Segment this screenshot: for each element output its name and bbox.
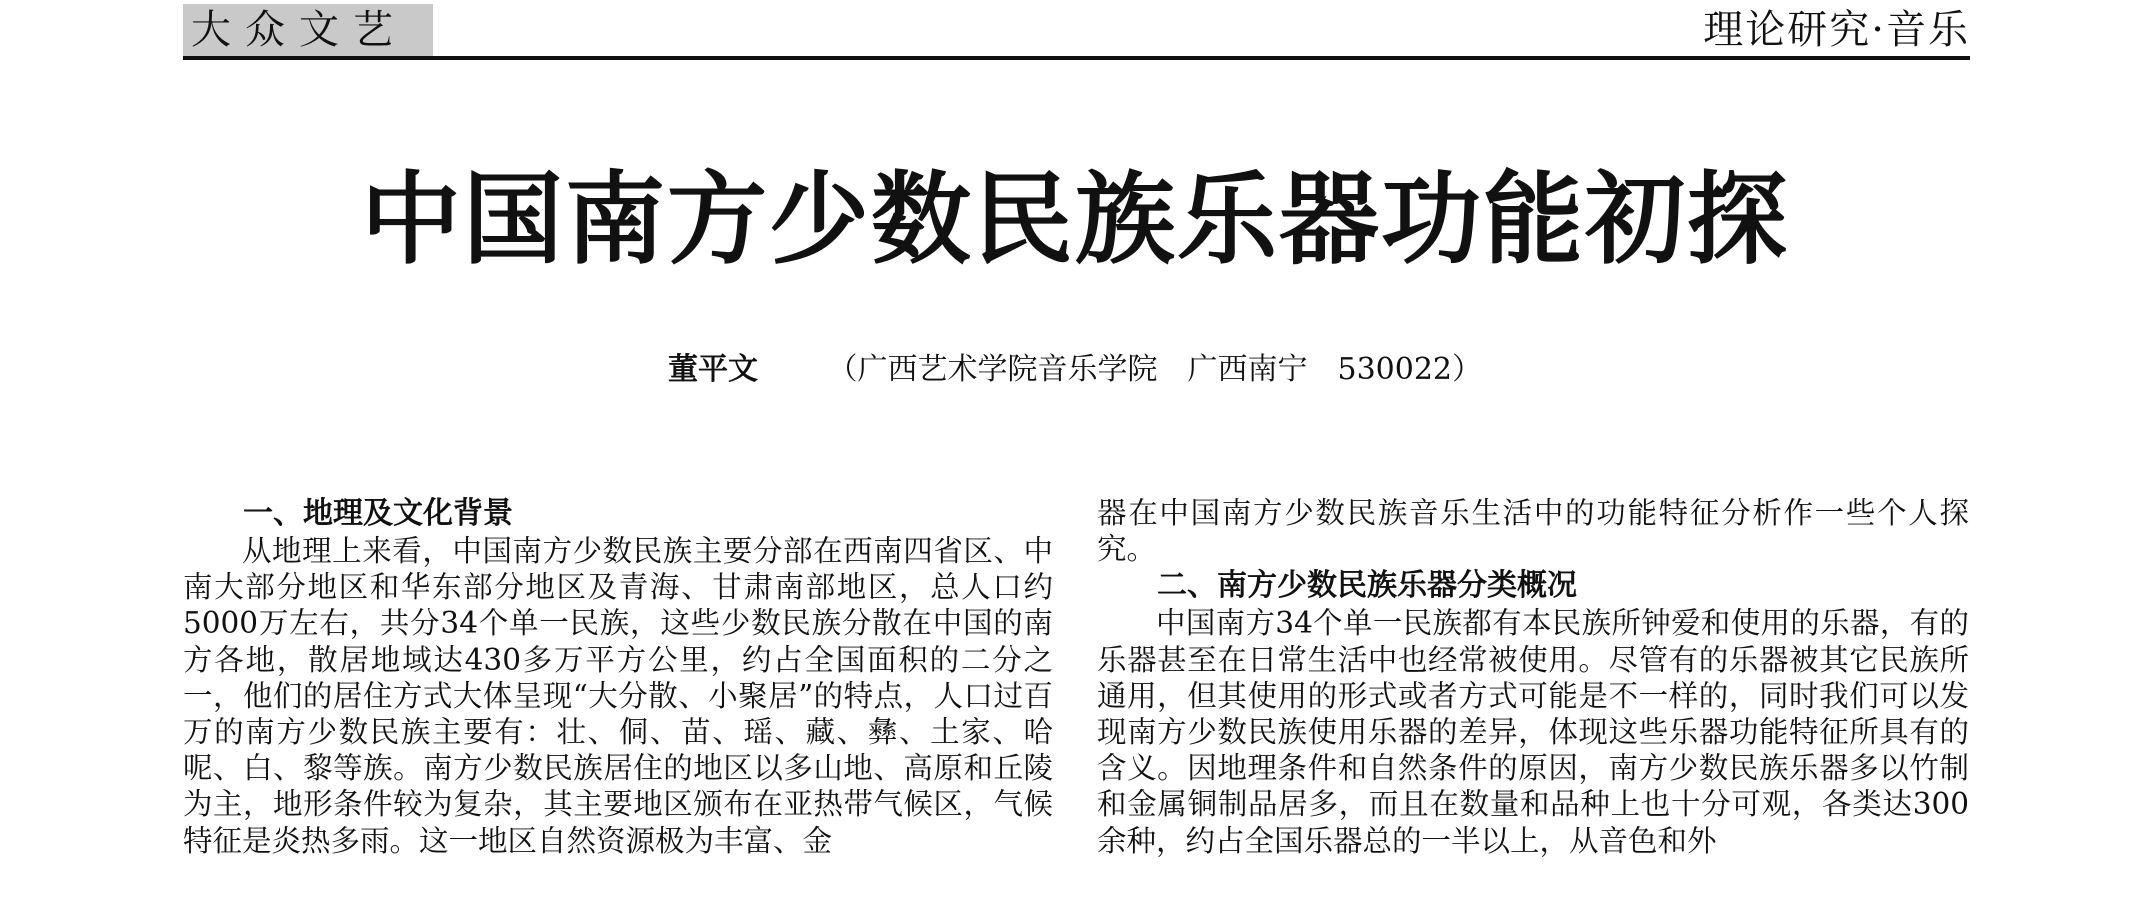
left-column — [183, 495, 1053, 859]
section-heading-1: 一、地理及文化背景 — [243, 496, 513, 531]
section-label: 理论研究·音乐 — [1703, 7, 1970, 53]
byline — [0, 350, 2150, 390]
header-rule — [183, 56, 1970, 60]
right-column — [1097, 495, 1969, 859]
paragraph-instruments: 中国南方34个单一民族都有本民族所钟爱和使用的乐器，有的乐器甚至在日常生活中也经常被使用。尽管有的乐器被其它民族所通用，但其使用的形式或者方式可能是不一样的，同时我们可以发现南方少数民族使用乐器的差异，体现这些乐器功能特征所具有的含义。因地理条件和自然条件的原因，南方少数民族乐器多以竹制和金属铜制品居多，而且在数量和品种上也十分可观，各类达300余种，约占全国乐器总的一半以上，从音色和外 — [1097, 606, 1969, 858]
author-affiliation: （广西艺术学院音乐学院 广西南宁 530022） — [827, 352, 1483, 387]
journal-name: 大众文艺 — [183, 4, 433, 56]
article-title: 中国南方少数民族乐器功能初探 — [361, 161, 1789, 278]
author-name: 董平文 — [667, 352, 758, 387]
paragraph-continuation: 器在中国南方少数民族音乐生活中的功能特征分析作一些个人探究。 — [1097, 496, 1969, 567]
section-heading-2: 二、南方少数民族乐器分类概况 — [1157, 568, 1577, 604]
paragraph-geography: 从地理上来看，中国南方少数民族主要分部在西南四省区、中南大部分地区和华东部分地区及青海、甘肃南部地区，总人口约5000万左右，共分34个单一民族，这些少数民族分散在中国的南方各地，散居地域达430多万平方公里，约占全国面积的二分之一，他们的居住方式大体呈现“大分散、小聚居”的特点，人口过百万的南方少数民族主要有：壮、侗、苗、瑶、藏、彝、土家、哈呢、白、黎等族。南方少数民族居住的地区以多山地、高原和丘陵为主，地形条件较为复杂，其主要地区颁布在亚热带气候区，气候特征是炎热多雨。这一地区自然资源极为丰富、金 — [183, 534, 1053, 858]
